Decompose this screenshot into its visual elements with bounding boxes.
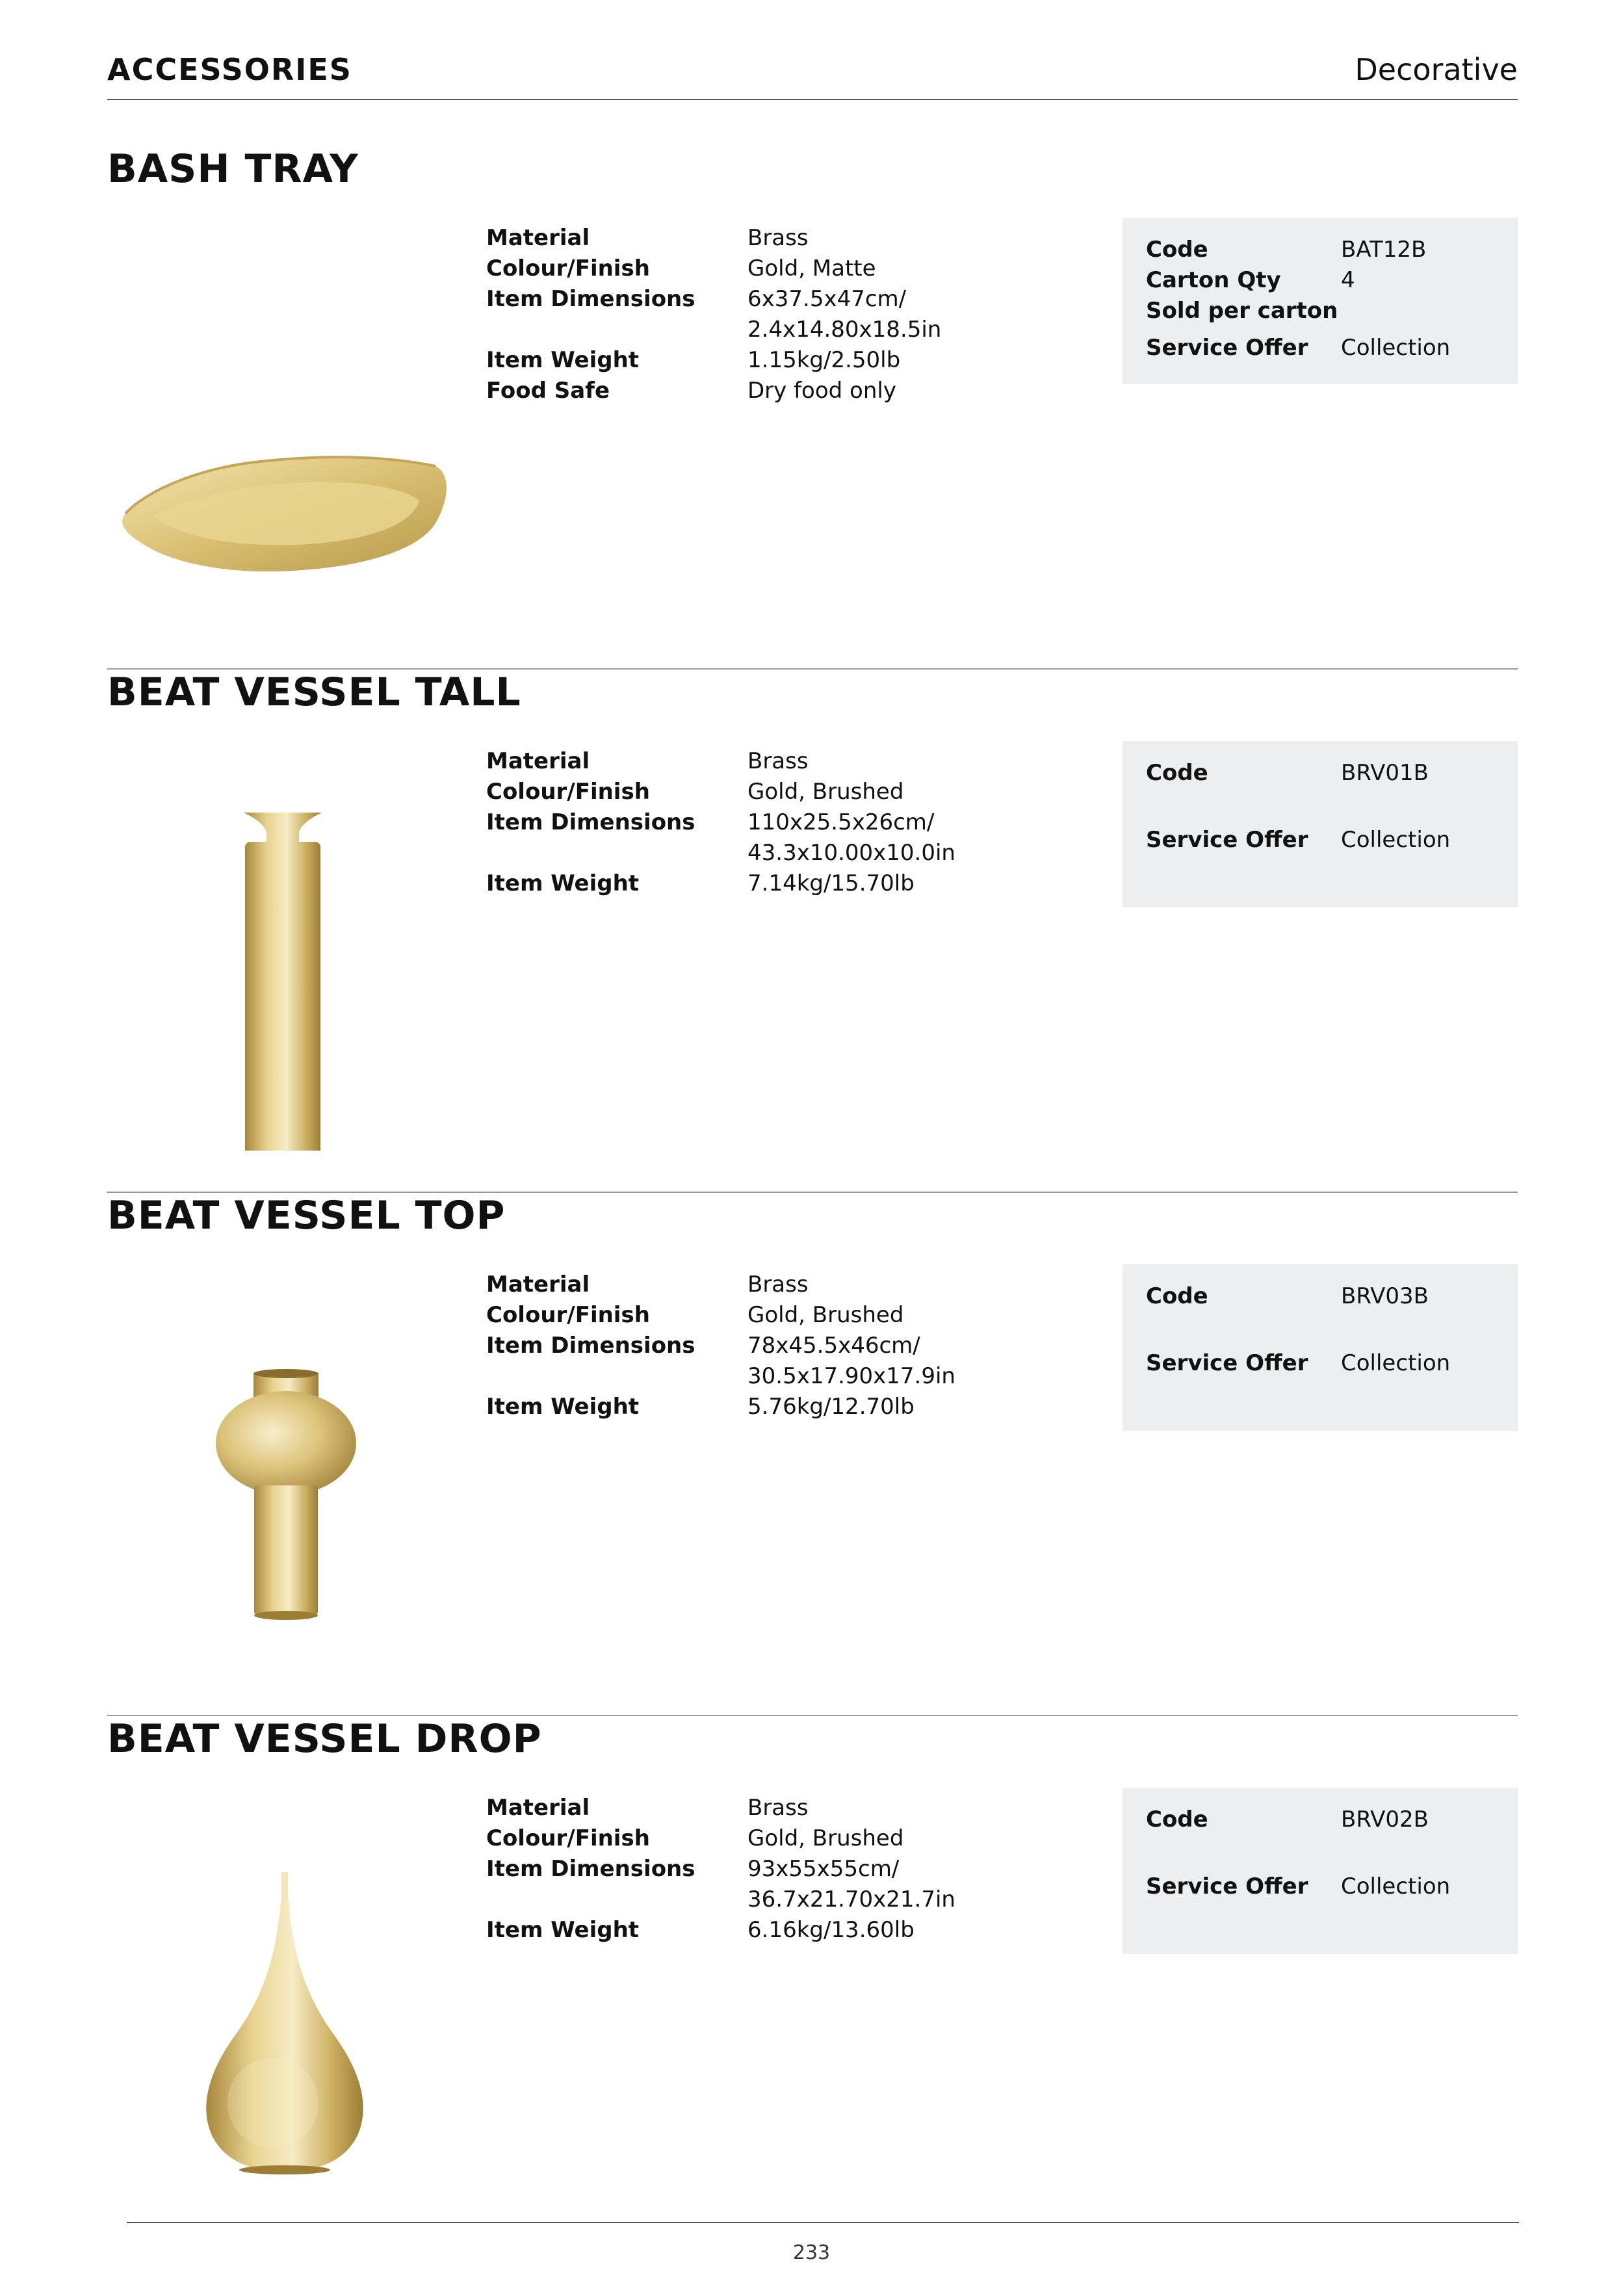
service-offer: Collection bbox=[1341, 335, 1451, 361]
info-label: Code bbox=[1146, 1807, 1208, 1833]
product-name: BEAT VESSEL TALL bbox=[107, 670, 521, 715]
service-offer: Collection bbox=[1341, 1350, 1451, 1376]
product-name: BEAT VESSEL DROP bbox=[107, 1716, 542, 1762]
spec-value bbox=[747, 284, 1085, 345]
product-image-vessel-drop bbox=[107, 1781, 471, 2197]
spec-row bbox=[486, 868, 1085, 899]
spec-value: Gold, Brushed bbox=[747, 779, 904, 805]
spec-value: Brass bbox=[747, 225, 809, 251]
tray-illustration bbox=[107, 211, 471, 627]
info-row-code bbox=[1146, 758, 1503, 789]
spec-label: Material bbox=[486, 225, 590, 251]
product-section bbox=[107, 1716, 1518, 2171]
spec-value: Dry food only bbox=[747, 378, 896, 404]
info-label: Service Offer bbox=[1146, 827, 1308, 853]
product-section bbox=[107, 1193, 1518, 1716]
spec-label: Item Weight bbox=[486, 1917, 640, 1943]
product-section bbox=[107, 670, 1518, 1193]
spec-label: Colour/Finish bbox=[486, 779, 650, 805]
spec-value: 6.16kg/13.60lb bbox=[747, 1917, 915, 1943]
product-info-box bbox=[1123, 1788, 1518, 1954]
spec-list bbox=[486, 1270, 1085, 1422]
info-row-code bbox=[1146, 235, 1503, 265]
spec-value-metric: 78x45.5x46cm/ bbox=[747, 1333, 920, 1359]
service-offer: Collection bbox=[1341, 1873, 1451, 1899]
info-label: Service Offer bbox=[1146, 1873, 1308, 1899]
product-image-tray bbox=[107, 211, 471, 627]
spec-value: 1.15kg/2.50lb bbox=[747, 347, 901, 373]
info-label: Sold per carton bbox=[1146, 298, 1338, 324]
spec-label: Material bbox=[486, 1272, 590, 1298]
spec-row bbox=[486, 1854, 1085, 1915]
info-row-service bbox=[1146, 825, 1503, 855]
product-info-box bbox=[1123, 218, 1518, 384]
spec-value: 5.76kg/12.70lb bbox=[747, 1394, 915, 1420]
spec-row bbox=[486, 223, 1085, 254]
spec-value-imperial: 43.3x10.00x10.0in bbox=[747, 840, 955, 866]
spec-label: Colour/Finish bbox=[486, 1825, 650, 1851]
spec-label: Colour/Finish bbox=[486, 255, 650, 281]
product-code: BRV02B bbox=[1341, 1807, 1429, 1833]
spec-value: Gold, Matte bbox=[747, 255, 876, 281]
spec-value: Brass bbox=[747, 1795, 809, 1821]
product-image-vessel-top bbox=[107, 1258, 471, 1674]
spec-row bbox=[486, 746, 1085, 777]
spec-value-metric: 6x37.5x47cm/ bbox=[747, 286, 907, 312]
info-row-code bbox=[1146, 1805, 1503, 1835]
spec-label: Material bbox=[486, 1795, 590, 1821]
page-number: 233 bbox=[792, 2241, 831, 2264]
spec-value bbox=[747, 807, 1085, 868]
spec-value-imperial: 30.5x17.90x17.9in bbox=[747, 1363, 955, 1389]
product-code: BAT12B bbox=[1341, 237, 1427, 263]
service-offer: Collection bbox=[1341, 827, 1451, 853]
spec-value: Brass bbox=[747, 1272, 809, 1298]
spec-value: Gold, Brushed bbox=[747, 1825, 904, 1851]
product-code: BRV01B bbox=[1341, 760, 1429, 786]
spec-label: Material bbox=[486, 748, 590, 774]
spec-row bbox=[486, 1823, 1085, 1854]
footer-divider bbox=[127, 2222, 1519, 2223]
info-label: Carton Qty bbox=[1146, 267, 1281, 293]
spec-label: Item Weight bbox=[486, 1394, 640, 1420]
spec-value bbox=[747, 1331, 1085, 1392]
spec-row bbox=[486, 376, 1085, 406]
spec-label: Item Weight bbox=[486, 347, 640, 373]
spec-list bbox=[486, 223, 1085, 406]
spec-row bbox=[486, 807, 1085, 868]
spec-value: Brass bbox=[747, 748, 809, 774]
vessel-drop-illustration bbox=[107, 1781, 471, 2197]
info-label: Code bbox=[1146, 1283, 1208, 1309]
spec-row bbox=[486, 345, 1085, 376]
spec-label: Colour/Finish bbox=[486, 1302, 650, 1328]
spec-label: Food Safe bbox=[486, 378, 610, 404]
spec-label: Item Dimensions bbox=[486, 809, 695, 835]
spec-row bbox=[486, 777, 1085, 807]
spec-label: Item Weight bbox=[486, 870, 640, 896]
spec-list bbox=[486, 1793, 1085, 1946]
spec-row bbox=[486, 1270, 1085, 1300]
spec-label: Item Dimensions bbox=[486, 286, 695, 312]
product-info-box bbox=[1123, 1264, 1518, 1431]
product-image-vessel-tall bbox=[107, 735, 471, 1151]
info-row-service bbox=[1146, 1348, 1503, 1379]
product-section bbox=[107, 146, 1518, 670]
spec-row bbox=[486, 1331, 1085, 1392]
spec-value: 7.14kg/15.70lb bbox=[747, 870, 915, 896]
spec-value: Gold, Brushed bbox=[747, 1302, 904, 1328]
spec-label: Item Dimensions bbox=[486, 1333, 695, 1359]
subcategory-title: Decorative bbox=[1355, 52, 1518, 87]
info-row-sold bbox=[1146, 296, 1503, 326]
info-row-carton bbox=[1146, 265, 1503, 296]
carton-qty: 4 bbox=[1341, 267, 1355, 293]
spec-value bbox=[747, 1854, 1085, 1915]
spec-row bbox=[486, 1300, 1085, 1331]
info-row-service bbox=[1146, 333, 1503, 363]
vessel-tall-illustration bbox=[107, 735, 471, 1151]
info-label: Code bbox=[1146, 237, 1208, 263]
vessel-top-illustration bbox=[107, 1258, 471, 1674]
product-name: BEAT VESSEL TOP bbox=[107, 1193, 506, 1238]
info-row-service bbox=[1146, 1872, 1503, 1902]
page-header bbox=[107, 47, 1518, 100]
product-name: BASH TRAY bbox=[107, 146, 359, 192]
spec-row bbox=[486, 1915, 1085, 1946]
category-title: ACCESSORIES bbox=[107, 52, 352, 87]
spec-value-metric: 93x55x55cm/ bbox=[747, 1856, 900, 1882]
info-label: Code bbox=[1146, 760, 1208, 786]
spec-value-imperial: 2.4x14.80x18.5in bbox=[747, 317, 942, 343]
product-code: BRV03B bbox=[1341, 1283, 1429, 1309]
info-label: Service Offer bbox=[1146, 1350, 1308, 1376]
spec-value-imperial: 36.7x21.70x21.7in bbox=[747, 1886, 955, 1912]
spec-list bbox=[486, 746, 1085, 899]
spec-row bbox=[486, 254, 1085, 284]
info-row-code bbox=[1146, 1281, 1503, 1312]
spec-label: Item Dimensions bbox=[486, 1856, 695, 1882]
product-info-box bbox=[1123, 741, 1518, 907]
spec-value-metric: 110x25.5x26cm/ bbox=[747, 809, 935, 835]
spec-row bbox=[486, 284, 1085, 345]
spec-row bbox=[486, 1392, 1085, 1422]
spec-row bbox=[486, 1793, 1085, 1823]
info-label: Service Offer bbox=[1146, 335, 1308, 361]
